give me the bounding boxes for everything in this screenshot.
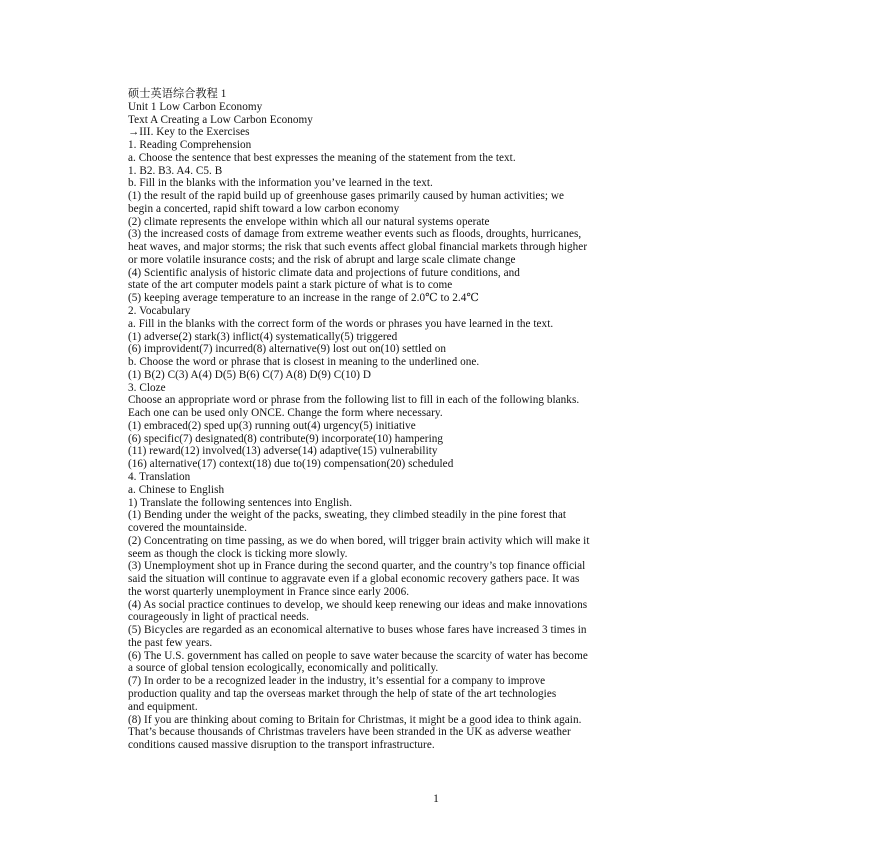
text-line: state of the art computer models paint a stark picture of what is to come	[128, 279, 453, 292]
text-line: (3) Unemployment shot up in France during the second quarter, and the country’s top finance official	[128, 560, 586, 573]
text-line: (1) adverse(2) stark(3) inflict(4) systematically(5) triggered	[128, 330, 398, 343]
text-line: (1) the result of the rapid build up of greenhouse gases primarily caused by human activities; we	[128, 190, 565, 203]
text-line: heat waves, and major storms; the risk that such events affect global financial markets through higher	[128, 241, 588, 254]
text-line: (6) specific(7) designated(8) contribute(9) incorporate(10) hampering	[128, 432, 444, 445]
text-line: (6) The U.S. government has called on people to save water because the scarcity of water has become	[128, 649, 588, 662]
text-line: (1) embraced(2) sped up(3) running out(4) urgency(5) initiative	[128, 419, 416, 432]
text-line: conditions caused massive disruption to the transport infrastructure.	[128, 739, 435, 752]
text-line: a source of global tension ecologically, economically and politically.	[128, 662, 439, 675]
text-line: (2) climate represents the envelope within which all our natural systems operate	[128, 215, 490, 228]
text-line: That’s because thousands of Christmas travelers have been stranded in the UK as adverse weather	[128, 726, 571, 739]
text-line: the worst quarterly unemployment in France since early 2006.	[128, 585, 410, 598]
text-line: (11) reward(12) involved(13) adverse(14) adaptive(15) vulnerability	[128, 445, 438, 458]
section-heading-cloze: 3. Cloze	[128, 381, 166, 394]
text-line: (6) improvident(7) incurred(8) alternative(9) lost out on(10) settled on	[128, 343, 446, 356]
section-heading-reading: 1. Reading Comprehension	[128, 139, 252, 152]
text-line: (5) keeping average temperature to an increase in the range of 2.0℃ to 2.4℃	[128, 292, 479, 305]
text-line: (4) As social practice continues to develop, we should keep renewing our ideas and make innovations	[128, 598, 588, 611]
section-heading-vocabulary: 2. Vocabulary	[128, 305, 191, 318]
text-line: (4) Scientific analysis of historic climate data and projections of future conditions, and	[128, 266, 520, 279]
text-line: 1. B2. B3. A4. C5. B	[128, 164, 223, 177]
text-line: (1) B(2) C(3) A(4) D(5) B(6) C(7) A(8) D(9) C(10) D	[128, 368, 372, 381]
page-number: 1	[433, 793, 439, 805]
text-line: (16) alternative(17) context(18) due to(19) compensation(20) scheduled	[128, 458, 454, 471]
text-line: (5) Bicycles are regarded as an economical alternative to buses whose fares have increased 3 times in	[128, 624, 587, 637]
text-line: courageously in light of practical needs.	[128, 611, 309, 624]
text-line: a. Chinese to English	[128, 483, 225, 496]
section-heading-translation: 4. Translation	[128, 470, 191, 483]
text-line: Each one can be used only ONCE. Change the form where necessary.	[128, 407, 443, 420]
text-line: or more volatile insurance costs; and the risk of abrupt and large scale climate change	[128, 253, 516, 266]
text-line: Choose an appropriate word or phrase from the following list to fill in each of the following blanks.	[128, 394, 580, 407]
unit-title-line: Unit 1 Low Carbon Economy	[128, 100, 263, 113]
text-line: (3) the increased costs of damage from extreme weather events such as floods, droughts, hurricanes,	[128, 228, 582, 241]
text-line: (7) In order to be a recognized leader in the industry, it’s essential for a company to improve	[128, 675, 546, 688]
text-line: said the situation will continue to aggravate even if a global economic recovery gathers pace. It was	[128, 573, 580, 586]
text-line: 1) Translate the following sentences into English.	[128, 496, 353, 509]
text-line: (8) If you are thinking about coming to Britain for Christmas, it might be a good idea to think again.	[128, 713, 582, 726]
text-line: and equipment.	[128, 700, 198, 713]
text-line: b. Choose the word or phrase that is closest in meaning to the underlined one.	[128, 356, 480, 369]
text-line: a. Choose the sentence that best expresses the meaning of the statement from the text.	[128, 151, 516, 164]
doc-title-line: 硕士英语综合教程 1	[128, 88, 227, 100]
text-line: begin a concerted, rapid shift toward a low carbon economy	[128, 202, 400, 215]
text-line: b. Fill in the blanks with the information you’ve learned in the text.	[128, 177, 433, 190]
text-line: a. Fill in the blanks with the correct form of the words or phrases you have learned in the text.	[128, 317, 554, 330]
text-line: the past few years.	[128, 636, 213, 649]
text-line: production quality and tap the overseas market through the help of state of the art technologies	[128, 687, 557, 700]
text-line: seem as though the clock is ticking more slowly.	[128, 547, 348, 560]
section-heading-exercises: →III. Key to the Exercises	[128, 126, 250, 139]
document-body	[128, 88, 746, 752]
text-line: covered the mountainside.	[128, 522, 247, 535]
text-line: (2) Concentrating on time passing, as we do when bored, will trigger brain activity which will make it	[128, 534, 590, 547]
text-title-line: Text A Creating a Low Carbon Economy	[128, 113, 313, 126]
text-line: (1) Bending under the weight of the packs, sweating, they climbed steadily in the pine forest that	[128, 509, 566, 522]
